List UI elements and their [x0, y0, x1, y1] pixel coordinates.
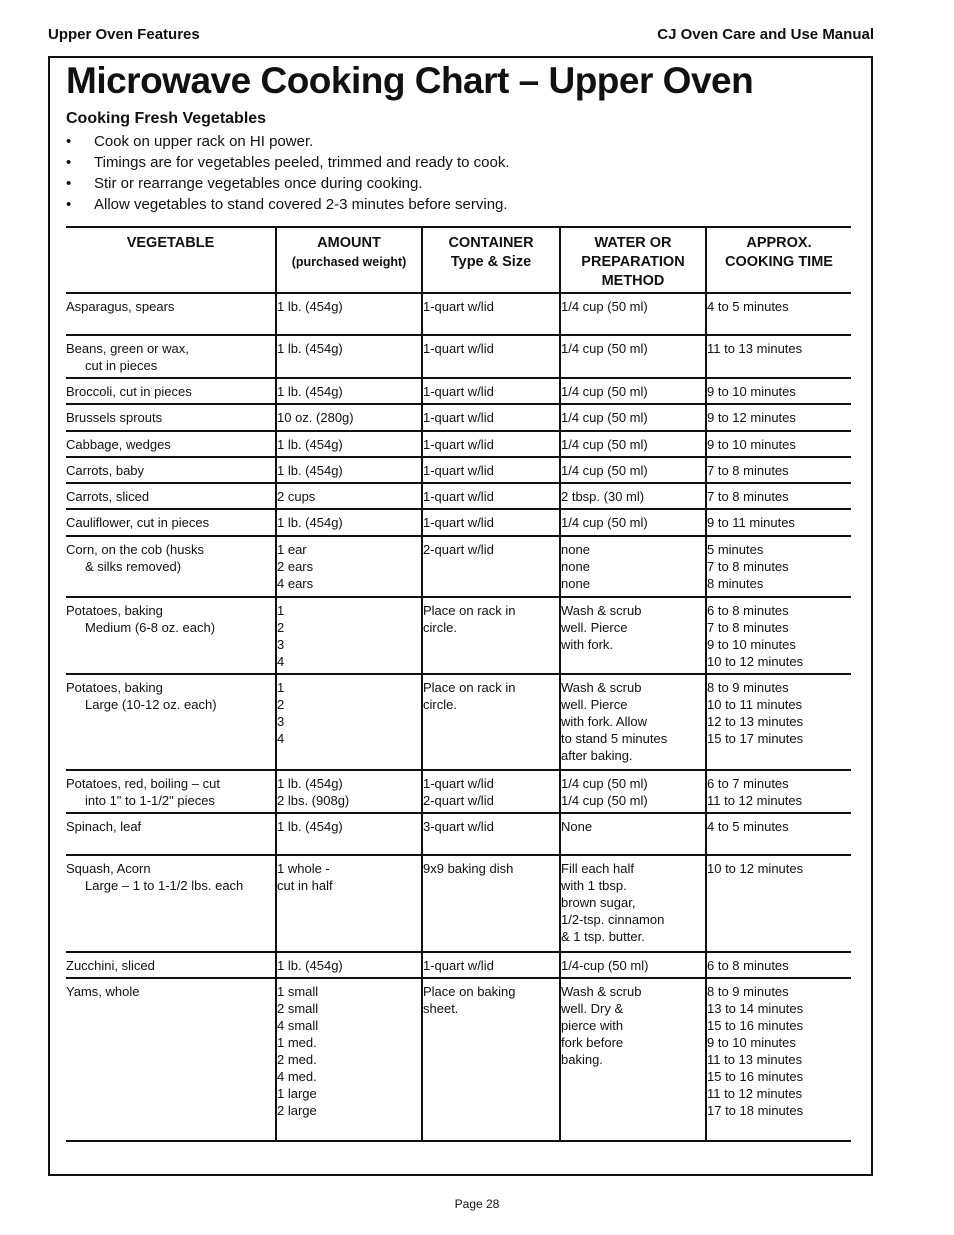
container-cell	[422, 509, 560, 536]
time-cell	[706, 597, 851, 674]
cell-text: 1/4 cup (50 ml)	[561, 341, 648, 356]
table-body	[66, 293, 851, 1141]
cell-text: cut in half	[277, 878, 333, 893]
cell-text: 2 tbsp. (30 ml)	[561, 489, 645, 504]
vegetable-cell	[66, 536, 276, 597]
vegetable-cell	[66, 431, 276, 457]
cell-text: Potatoes, baking	[66, 680, 163, 695]
water-header-line: WATER OR	[594, 235, 672, 251]
water-cell	[560, 855, 706, 952]
cell-text: 8 to 9 minutes	[707, 680, 789, 695]
cell-text: none	[561, 576, 590, 591]
cell-text: Medium (6-8 oz. each)	[85, 620, 216, 635]
cell-text: with 1 tbsp.	[561, 878, 627, 893]
water-cell	[560, 597, 706, 674]
cell-text: 2-quart w/lid	[423, 542, 494, 557]
cell-text: 9 to 11 minutes	[707, 515, 795, 530]
table-row	[66, 431, 851, 457]
cell-text: 1 whole -	[277, 861, 330, 876]
cell-text: Large (10-12 oz. each)	[85, 697, 217, 712]
cell-text: 1	[277, 603, 285, 618]
cell-text: 1-quart w/lid	[423, 384, 494, 399]
cell-text: Beans, green or wax,	[66, 341, 189, 356]
water-cell	[560, 509, 706, 536]
vegetable-cell	[66, 813, 276, 855]
table-row	[66, 509, 851, 536]
cell-text: with fork.	[561, 637, 614, 652]
cell-text: circle.	[423, 697, 457, 712]
cell-text: 1 lb. (454g)	[277, 341, 343, 356]
cell-text: Wash & scrub	[561, 603, 642, 618]
cell-text: well. Pierce	[561, 620, 628, 635]
vegetable-cell	[66, 293, 276, 335]
cell-text: Wash & scrub	[561, 680, 642, 695]
table-row	[66, 483, 851, 509]
cell-text: Fill each half	[561, 861, 634, 876]
table-header-row	[66, 227, 851, 293]
cell-text: & silks removed)	[85, 559, 182, 574]
cell-text: 1/4 cup (50 ml)	[561, 299, 648, 314]
table-row	[66, 855, 851, 952]
table-row	[66, 770, 851, 813]
cell-text: with fork. Allow	[561, 714, 647, 729]
cell-text: 4 to 5 minutes	[707, 299, 789, 314]
cell-text: into 1" to 1-1/2" pieces	[85, 793, 215, 808]
cell-text: 2 med.	[277, 1052, 317, 1067]
cell-text: Place on baking	[423, 984, 516, 999]
amount-cell	[276, 293, 422, 335]
cell-text: 6 to 8 minutes	[707, 958, 789, 973]
container-cell	[422, 335, 560, 378]
cell-text: 1 ear	[277, 542, 307, 557]
container-cell	[422, 813, 560, 855]
cell-text: 1/2-tsp. cinnamon	[561, 912, 665, 927]
amount-header-label: AMOUNT	[317, 235, 381, 251]
cell-text: 2 large	[277, 1103, 317, 1118]
cell-text: 2	[277, 620, 285, 635]
cell-text: to stand 5 minutes	[561, 731, 668, 746]
cell-text: 1/4 cup (50 ml)	[561, 384, 648, 399]
cell-text: & 1 tsp. butter.	[561, 929, 645, 944]
time-cell	[706, 457, 851, 483]
cell-text: 4 small	[277, 1018, 319, 1033]
cell-text: 1/4 cup (50 ml)	[561, 437, 648, 452]
column-header-time	[706, 227, 851, 293]
table-row	[66, 335, 851, 378]
container-cell	[422, 378, 560, 404]
cell-text: 2 lbs. (908g)	[277, 793, 350, 808]
cell-text: 1 large	[277, 1086, 317, 1101]
cell-text: brown sugar,	[561, 895, 636, 910]
cell-text: None	[561, 819, 593, 834]
vegetable-cell	[66, 978, 276, 1141]
container-cell	[422, 536, 560, 597]
cell-text: 2 cups	[277, 489, 316, 504]
time-cell	[706, 509, 851, 536]
vegetable-cell	[66, 335, 276, 378]
vegetable-cell	[66, 483, 276, 509]
container-cell	[422, 431, 560, 457]
cell-text: Potatoes, baking	[66, 603, 163, 618]
column-header-amount	[276, 227, 422, 293]
cell-text: 1 lb. (454g)	[277, 384, 343, 399]
amount-cell	[276, 770, 422, 813]
time-cell	[706, 431, 851, 457]
vegetable-cell	[66, 855, 276, 952]
cell-text: fork before	[561, 1035, 624, 1050]
vegetable-header-label: VEGETABLE	[126, 235, 215, 251]
vegetable-cell	[66, 378, 276, 404]
cell-text: 1-quart w/lid	[423, 489, 494, 504]
note-item: • Stir or rearrange vegetables once during cooking.	[66, 173, 510, 194]
amount-cell	[276, 855, 422, 952]
cell-text: 9 to 10 minutes	[707, 384, 796, 399]
cell-text: 1-quart w/lid	[423, 341, 494, 356]
cell-text: 2 ears	[277, 559, 314, 574]
cell-text: 11 to 12 minutes	[707, 793, 803, 808]
cell-text: 1 lb. (454g)	[277, 437, 343, 452]
note-item: • Timings are for vegetables peeled, trimmed and ready to cook.	[66, 152, 510, 173]
vegetable-cell	[66, 597, 276, 674]
header-manual-title: CJ Oven Care and Use Manual	[657, 26, 874, 43]
column-header-vegetable	[66, 227, 276, 293]
cell-text: 1/4 cup (50 ml)	[561, 515, 648, 530]
cell-text: 7 to 8 minutes	[707, 620, 789, 635]
cell-text: Wash & scrub	[561, 984, 642, 999]
cell-text: 7 to 8 minutes	[707, 463, 789, 478]
cooking-notes-list	[66, 131, 510, 215]
cell-text: 1-quart w/lid	[423, 463, 494, 478]
cell-text: 9 to 10 minutes	[707, 1035, 796, 1050]
cell-text: 7 to 8 minutes	[707, 489, 789, 504]
time-cell	[706, 335, 851, 378]
cell-text: 1-quart w/lid	[423, 515, 494, 530]
table-row	[66, 952, 851, 978]
cell-text: none	[561, 559, 590, 574]
time-cell	[706, 978, 851, 1141]
table-row	[66, 813, 851, 855]
cell-text: 9 to 10 minutes	[707, 637, 796, 652]
cell-text: 1/4 cup (50 ml)	[561, 410, 648, 425]
vegetable-cell	[66, 952, 276, 978]
cell-text: pierce with	[561, 1018, 624, 1033]
cell-text: 4 to 5 minutes	[707, 819, 789, 834]
time-cell	[706, 536, 851, 597]
cell-text: 1 lb. (454g)	[277, 463, 343, 478]
time-cell	[706, 378, 851, 404]
cell-text: 1-quart w/lid	[423, 437, 494, 452]
amount-cell	[276, 536, 422, 597]
cell-text: 3-quart w/lid	[423, 819, 494, 834]
cell-text: 9x9 baking dish	[423, 861, 514, 876]
cell-text: 12 to 13 minutes	[707, 714, 804, 729]
section-title: Cooking Fresh Vegetables	[66, 110, 267, 127]
cell-text: 10 oz. (280g)	[277, 410, 354, 425]
time-header-line: APPROX.	[746, 235, 812, 251]
water-header-line: METHOD	[601, 273, 665, 289]
cell-text: cut in pieces	[85, 358, 158, 373]
cell-text: 15 to 16 minutes	[707, 1069, 804, 1084]
cell-text: well. Pierce	[561, 697, 628, 712]
cell-text: 1/4 cup (50 ml)	[561, 776, 648, 791]
vegetable-cell	[66, 770, 276, 813]
cell-text: 6 to 7 minutes	[707, 776, 789, 791]
cell-text: 1 med.	[277, 1035, 317, 1050]
container-cell	[422, 855, 560, 952]
amount-cell	[276, 431, 422, 457]
container-cell	[422, 952, 560, 978]
table-row	[66, 293, 851, 335]
cell-text: Cauliflower, cut in pieces	[66, 515, 210, 530]
container-cell	[422, 293, 560, 335]
vegetable-cell	[66, 674, 276, 770]
cell-text: 5 minutes	[707, 542, 764, 557]
water-cell	[560, 404, 706, 431]
amount-cell	[276, 457, 422, 483]
cell-text: 8 to 9 minutes	[707, 984, 789, 999]
cell-text: 1-quart w/lid	[423, 410, 494, 425]
time-cell	[706, 404, 851, 431]
cell-text: sheet.	[423, 1001, 459, 1016]
cell-text: 1-quart w/lid	[423, 776, 494, 791]
cell-text: 1 lb. (454g)	[277, 958, 343, 973]
cell-text: Corn, on the cob (husks	[66, 542, 205, 557]
time-cell	[706, 293, 851, 335]
time-cell	[706, 813, 851, 855]
page-title: Microwave Cooking Chart – Upper Oven	[66, 60, 754, 101]
time-cell	[706, 952, 851, 978]
cell-text: Squash, Acorn	[66, 861, 151, 876]
table-row	[66, 457, 851, 483]
amount-cell	[276, 674, 422, 770]
cell-text: 13 to 14 minutes	[707, 1001, 804, 1016]
container-header-label: CONTAINER	[448, 235, 534, 251]
water-cell	[560, 335, 706, 378]
water-header-line: PREPARATION	[581, 254, 685, 270]
note-item: • Allow vegetables to stand covered 2-3 minutes before serving.	[66, 194, 510, 215]
water-cell	[560, 770, 706, 813]
cell-text: 1/4 cup (50 ml)	[561, 463, 648, 478]
cell-text: Zucchini, sliced	[66, 958, 155, 973]
water-cell	[560, 457, 706, 483]
water-cell	[560, 378, 706, 404]
container-cell	[422, 978, 560, 1141]
cell-text: Place on rack in	[423, 603, 516, 618]
container-cell	[422, 674, 560, 770]
water-cell	[560, 483, 706, 509]
container-cell	[422, 770, 560, 813]
cell-text: 15 to 16 minutes	[707, 1018, 804, 1033]
table-row	[66, 404, 851, 431]
cell-text: 11 to 13 minutes	[707, 1052, 803, 1067]
cell-text: Broccoli, cut in pieces	[66, 384, 192, 399]
amount-cell	[276, 978, 422, 1141]
cell-text: 4	[277, 731, 285, 746]
water-cell	[560, 674, 706, 770]
amount-cell	[276, 483, 422, 509]
cell-text: 4	[277, 654, 285, 669]
header-section-label: Upper Oven Features	[48, 26, 200, 43]
amount-cell	[276, 509, 422, 536]
table-row	[66, 536, 851, 597]
cell-text: 6 to 8 minutes	[707, 603, 789, 618]
cell-text: 1 lb. (454g)	[277, 776, 343, 791]
cooking-chart-table	[66, 226, 851, 1142]
container-cell	[422, 404, 560, 431]
cell-text: after baking.	[561, 748, 633, 763]
cell-text: Place on rack in	[423, 680, 516, 695]
cell-text: 1 lb. (454g)	[277, 299, 343, 314]
cell-text: 11 to 13 minutes	[707, 341, 803, 356]
cell-text: 17 to 18 minutes	[707, 1103, 804, 1118]
cell-text: Cabbage, wedges	[66, 437, 171, 452]
cell-text: 1/4 cup (50 ml)	[561, 793, 648, 808]
water-cell	[560, 536, 706, 597]
note-item: • Cook on upper rack on HI power.	[66, 131, 510, 152]
cell-text: baking.	[561, 1052, 603, 1067]
cell-text: 15 to 17 minutes	[707, 731, 804, 746]
cell-text: 2	[277, 697, 285, 712]
cell-text: Spinach, leaf	[66, 819, 142, 834]
table-row	[66, 674, 851, 770]
water-cell	[560, 431, 706, 457]
cell-text: 4 med.	[277, 1069, 317, 1084]
cell-text: 1-quart w/lid	[423, 299, 494, 314]
cell-text: 2-quart w/lid	[423, 793, 494, 808]
cell-text: 1	[277, 680, 285, 695]
container-cell	[422, 457, 560, 483]
cell-text: 4 ears	[277, 576, 314, 591]
cell-text: Large – 1 to 1-1/2 lbs. each	[85, 878, 244, 893]
cell-text: 10 to 12 minutes	[707, 861, 804, 876]
cell-text: 1 small	[277, 984, 319, 999]
cell-text: none	[561, 542, 590, 557]
column-header-water	[560, 227, 706, 293]
table-row	[66, 378, 851, 404]
cell-text: 9 to 12 minutes	[707, 410, 796, 425]
column-header-container	[422, 227, 560, 293]
cell-text: 9 to 10 minutes	[707, 437, 796, 452]
time-cell	[706, 770, 851, 813]
time-cell	[706, 855, 851, 952]
time-header-line: COOKING TIME	[725, 254, 833, 270]
cell-text: 2 small	[277, 1001, 319, 1016]
cell-text: 1-quart w/lid	[423, 958, 494, 973]
cell-text: Carrots, baby	[66, 463, 145, 478]
cell-text: Carrots, sliced	[66, 489, 150, 504]
cell-text: well. Dry &	[561, 1001, 624, 1016]
vegetable-cell	[66, 509, 276, 536]
table-row	[66, 597, 851, 674]
cell-text: 1/4-cup (50 ml)	[561, 958, 649, 973]
vegetable-cell	[66, 404, 276, 431]
time-cell	[706, 483, 851, 509]
cell-text: 11 to 12 minutes	[707, 1086, 803, 1101]
page-number: Page 28	[454, 1197, 500, 1211]
amount-cell	[276, 404, 422, 431]
water-cell	[560, 952, 706, 978]
time-cell	[706, 674, 851, 770]
container-cell	[422, 597, 560, 674]
amount-cell	[276, 378, 422, 404]
table-row	[66, 978, 851, 1141]
cell-text: 1 lb. (454g)	[277, 515, 343, 530]
cell-text: Potatoes, red, boiling – cut	[66, 776, 220, 791]
cell-text: Brussels sprouts	[66, 410, 163, 425]
amount-cell	[276, 813, 422, 855]
amount-cell	[276, 597, 422, 674]
vegetable-cell	[66, 457, 276, 483]
cell-text: circle.	[423, 620, 457, 635]
cell-text: Asparagus, spears	[66, 299, 175, 314]
cell-text: 3	[277, 714, 285, 729]
cell-text: 7 to 8 minutes	[707, 559, 789, 574]
water-cell	[560, 813, 706, 855]
water-cell	[560, 293, 706, 335]
amount-cell	[276, 335, 422, 378]
amount-header-sublabel: (purchased weight)	[291, 255, 407, 269]
cell-text: 1 lb. (454g)	[277, 819, 343, 834]
amount-cell	[276, 952, 422, 978]
cell-text: 10 to 12 minutes	[707, 654, 804, 669]
cell-text: 10 to 11 minutes	[707, 697, 803, 712]
container-cell	[422, 483, 560, 509]
cell-text: 3	[277, 637, 285, 652]
cell-text: Yams, whole	[66, 984, 140, 999]
cell-text: 8 minutes	[707, 576, 764, 591]
container-header-sublabel: Type & Size	[450, 254, 532, 270]
water-cell	[560, 978, 706, 1141]
